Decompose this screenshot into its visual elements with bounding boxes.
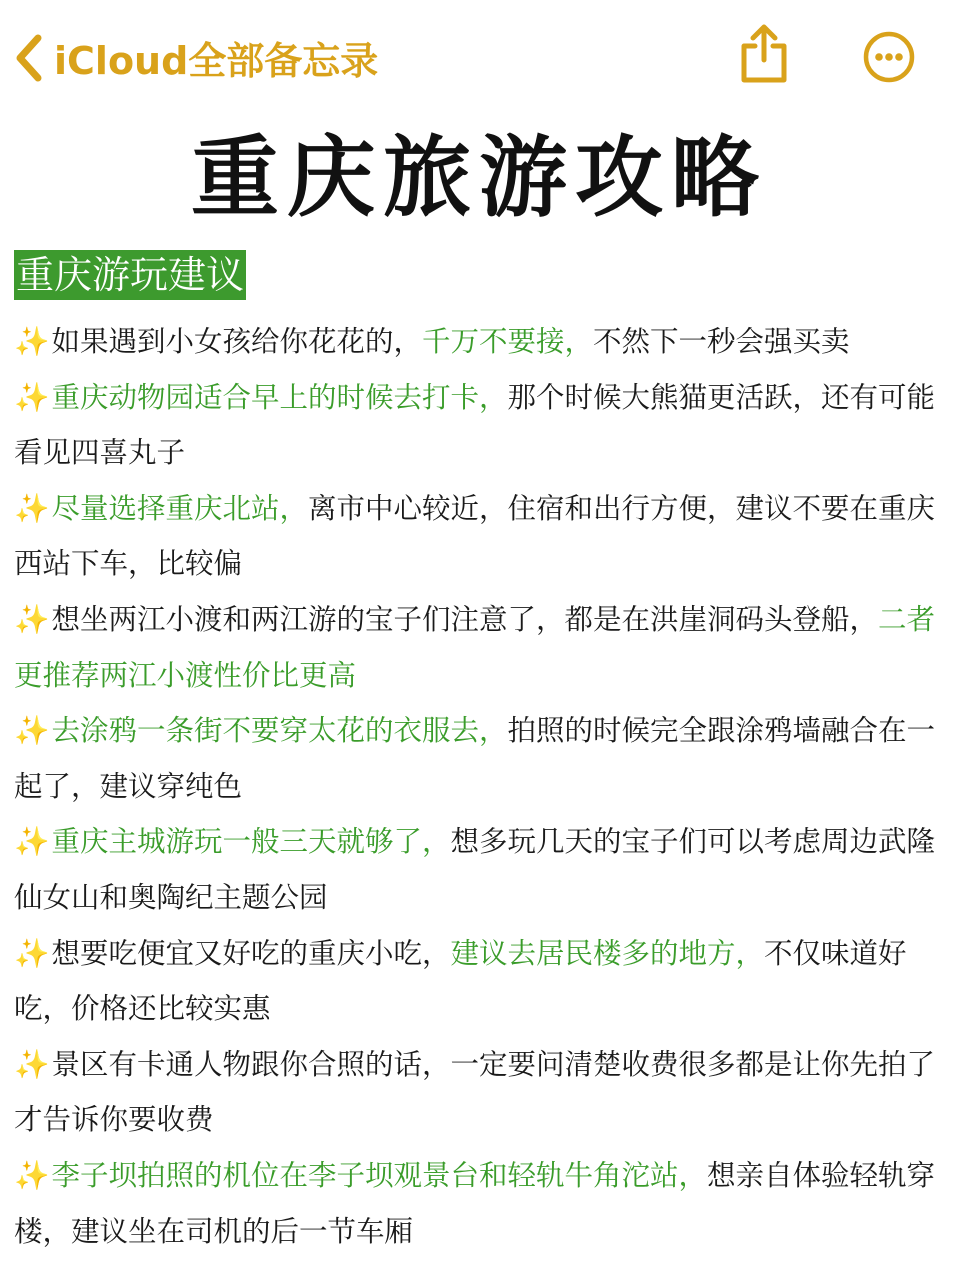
sparkle-icon: ✨ xyxy=(14,825,50,859)
tip-item xyxy=(14,1148,950,1259)
tip-item xyxy=(14,592,950,703)
tip-highlight: 千万不要接， xyxy=(422,325,594,358)
tip-highlight: 李子坝拍照的机位在李子坝观景台和轻轨牛角沱站， xyxy=(51,1158,708,1192)
sparkle-icon: ✨ xyxy=(14,1047,50,1081)
tip-item xyxy=(14,314,950,370)
tip-text: 如果遇到小女孩给你花花的， xyxy=(51,325,423,358)
tip-text: 想要吃便宜又好吃的重庆小吃， xyxy=(51,936,451,970)
sparkle-icon: ✨ xyxy=(14,936,50,970)
section-heading: 重庆游玩建议 xyxy=(14,250,246,300)
tip-text: 不仅味道好吃，价格还比较实惠 xyxy=(14,936,907,1026)
tip-item xyxy=(14,703,950,814)
tip-highlight: 二者更推荐两江小渡性价比更高 xyxy=(14,602,936,692)
sparkle-icon: ✨ xyxy=(14,1158,50,1192)
back-button-label: iCloud全部备忘录 xyxy=(54,39,379,83)
tip-item xyxy=(14,370,950,481)
share-icon xyxy=(738,69,790,88)
more-icon xyxy=(862,69,916,88)
tip-text: 不然下一秒会强买卖 xyxy=(593,325,850,358)
tip-text: 想多玩几天的宝子们可以考虑周边武隆仙女山和奥陶纪主题公园 xyxy=(14,825,936,914)
sparkle-icon: ✨ xyxy=(14,491,50,525)
tip-text: 景区有卡通人物跟你合照的话，一定要问清楚收费很多都是让你先拍了才告诉你要收费 xyxy=(14,1047,936,1137)
tip-item xyxy=(14,1037,950,1148)
chevron-left-icon xyxy=(14,34,44,82)
tip-text: 拍照的时候完全跟涂鸦墙融合在一起了，建议穿纯色 xyxy=(14,714,936,803)
tip-highlight: 尽量选择重庆北站， xyxy=(51,491,309,525)
tip-item xyxy=(14,481,950,592)
tip-text: 想亲自体验轻轨穿楼，建议坐在司机的后一节车厢 xyxy=(14,1158,936,1248)
tip-text: 离市中心较近，住宿和出行方便，建议不要在重庆西站下车，比较偏 xyxy=(14,491,936,581)
tip-item xyxy=(14,926,950,1037)
tip-item xyxy=(14,814,950,925)
sparkle-icon: ✨ xyxy=(14,325,50,358)
sparkle-icon: ✨ xyxy=(14,380,50,414)
tip-highlight: 重庆主城游玩一般三天就够了， xyxy=(51,825,451,859)
sparkle-icon: ✨ xyxy=(14,602,50,636)
tip-text: 那个时候大熊猫更活跃，还有可能看见四喜丸子 xyxy=(14,380,936,470)
tip-highlight: 重庆动物园适合早上的时候去打卡， xyxy=(51,380,508,414)
tip-highlight: 建议去居民楼多的地方， xyxy=(450,936,765,970)
tip-text: 想坐两江小渡和两江游的宝子们注意了，都是在洪崖洞码头登船， xyxy=(51,602,879,636)
tips-list xyxy=(14,314,950,1259)
share-button[interactable] xyxy=(738,24,790,88)
navigation-bar xyxy=(0,0,958,110)
back-button[interactable] xyxy=(14,30,378,85)
tip-highlight: 去涂鸦一条街不要穿太花的衣服去， xyxy=(51,714,508,748)
sparkle-icon: ✨ xyxy=(14,714,50,748)
note-title: 重庆旅游攻略 xyxy=(190,126,767,229)
more-button[interactable] xyxy=(862,30,916,88)
